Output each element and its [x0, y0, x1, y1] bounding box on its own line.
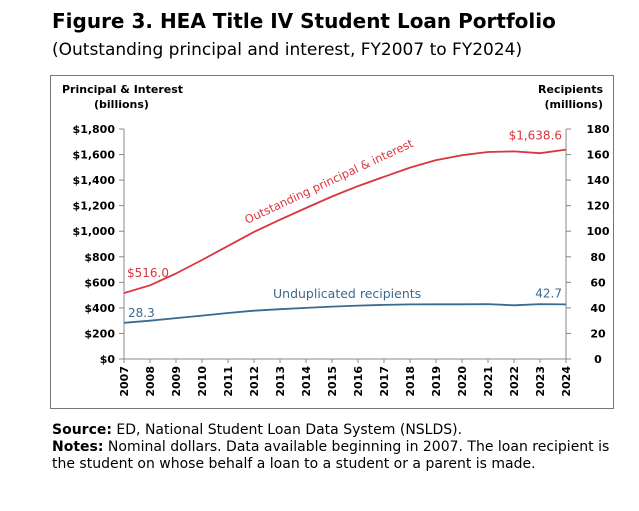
left-tick-label: $800: [84, 250, 115, 264]
left-tick-label: $1,000: [72, 225, 115, 239]
year-tick-label: 2008: [144, 366, 157, 397]
figure-subtitle: (Outstanding principal and interest, FY2007 to FY2024): [52, 40, 523, 60]
year-tick-label: 2023: [534, 366, 547, 397]
left-tick-label: $0: [99, 353, 115, 366]
right-axis-title-line1: Recipients: [538, 83, 603, 96]
year-tick-label: 2024: [560, 366, 573, 397]
year-tick-label: 2013: [274, 366, 287, 397]
right-axis-title-line2: (millions): [544, 98, 603, 111]
year-tick-label: 2016: [352, 366, 365, 397]
left-tick-label: $400: [84, 301, 115, 315]
left-tick-label: $200: [84, 327, 115, 341]
year-tick-label: 2015: [326, 366, 339, 397]
year-tick-label: 2018: [404, 366, 417, 397]
source-label: Source:: [52, 422, 112, 438]
recipients-series-line: [124, 304, 566, 323]
year-tick-label: 2017: [378, 366, 391, 397]
right-tick-label: 80: [590, 250, 606, 264]
left-tick-label: $1,400: [72, 174, 115, 188]
year-tick-label: 2014: [300, 366, 313, 397]
left-tick-label: $1,200: [72, 199, 115, 213]
source-notes: [52, 422, 612, 473]
year-tick-label: 2012: [248, 366, 261, 397]
year-tick-label: 2022: [508, 366, 521, 397]
year-tick-label: 2019: [430, 366, 443, 397]
right-tick-label: 120: [586, 199, 610, 213]
year-tick-label: 2011: [222, 366, 235, 397]
debt-start-label: $516.0: [127, 266, 169, 281]
left-axis-title-line1: Principal & Interest: [62, 83, 184, 96]
recipients-end-label: 42.7: [535, 286, 562, 301]
source-text: ED, National Student Loan Data System (NSLDS).: [111, 422, 463, 438]
debt-series-label: Outstanding principal & interest: [242, 136, 416, 227]
loan-portfolio-chart: [51, 76, 613, 408]
year-tick-label: 2020: [456, 366, 469, 397]
year-tick-label: 2021: [482, 366, 495, 397]
notes-line: [52, 439, 612, 473]
recipients-series-label: Unduplicated recipients: [273, 286, 422, 301]
notes-text: Nominal dollars. Data available beginning in 2007. The loan recipient is the student on whose behalf a loan to a student or a parent is made.: [52, 439, 610, 472]
left-axis-title-line2: (billions): [94, 98, 149, 111]
year-tick-label: 2009: [170, 366, 183, 397]
left-tick-label: $1,800: [72, 123, 115, 136]
notes-label: Notes:: [52, 439, 104, 455]
left-tick-label: $600: [84, 276, 115, 290]
recipients-start-label: 28.3: [128, 305, 155, 320]
right-tick-label: 20: [590, 327, 606, 341]
chart-frame: [50, 75, 614, 409]
right-tick-label: 0: [594, 353, 602, 366]
debt-end-label: $1,638.6: [508, 128, 562, 143]
figure-title: Figure 3. HEA Title IV Student Loan Portfolio: [52, 9, 556, 33]
right-tick-label: 180: [586, 123, 610, 136]
year-tick-label: 2007: [118, 366, 131, 397]
left-tick-label: $1,600: [72, 148, 115, 162]
year-tick-label: 2010: [196, 366, 209, 397]
source-line: [52, 422, 612, 439]
right-tick-label: 140: [586, 174, 610, 188]
right-tick-label: 100: [586, 225, 610, 239]
right-tick-label: 40: [590, 301, 606, 315]
right-tick-label: 60: [590, 276, 606, 290]
right-tick-label: 160: [586, 148, 610, 162]
